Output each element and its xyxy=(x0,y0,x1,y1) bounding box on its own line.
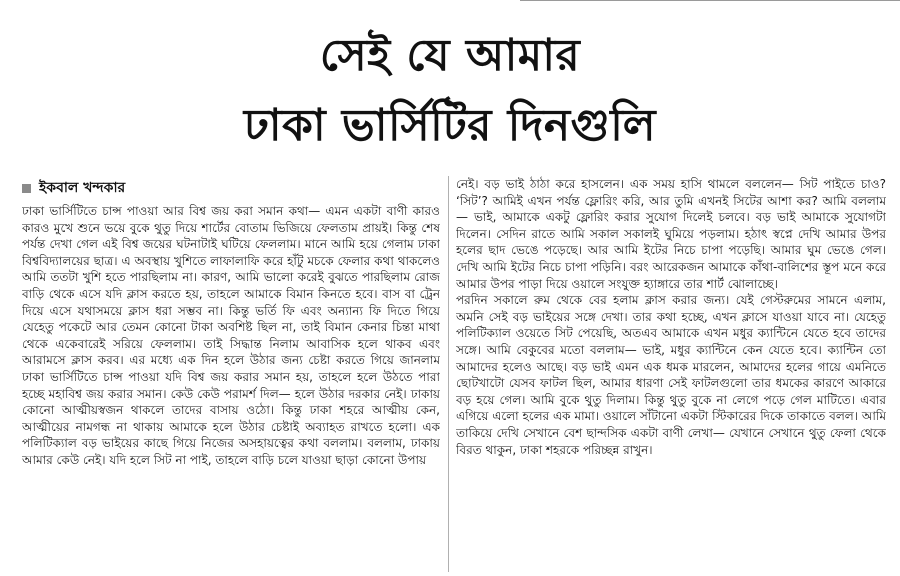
author-name: ইকবাল খন্দকার xyxy=(39,180,126,196)
headline-line-2: ঢাকা ভার্সিটির দিনগুলি xyxy=(243,100,657,151)
byline-square-icon xyxy=(22,184,31,193)
article-column-right xyxy=(456,176,886,573)
article-paragraph: নেই। বড় ভাই ঠাঠা করে হাসলেন। এক সময় হাসি থামলে বললেন— সিট পাইতে চাও? ‘সিট’? আমিই এখন পর্যন্ত ফ্লোরিং করি, আর তুমি এখনই সিটের আশা কর? আমি বললাম— ভাই, আমাকে একটু ফ্লোরিং করার সুযোগ দিলেই চলবে। বড় ভাই আমাকে সুযোগটা দিলেন। সেদিন রাতে আমি সকাল সকালই ঘুমিয়ে পড়লাম। হঠাৎ স্বপ্নে দেখি আমার উপর হলের ছাদ ভেঙে পড়েছে। আর আমি ইটের নিচে চাপা পড়েছি। আমার ঘুম ভেঙে গেল। দেখি আমি ইটের নিচে চাপা পড়িনি। বরং আরেকজন আমাকে কাঁথা-বালিশের স্তূপ মনে করে আমার উপর পাড়া দিয়ে ওয়ালে সংযুক্ত হ্যাঙ্গারে তার শার্ট ঝোলাচ্ছে। xyxy=(456,177,886,291)
byline xyxy=(22,177,125,199)
article-paragraph: ঢাকা ভার্সিটিতে চান্স পাওয়া আর বিশ্ব জয় করা সমান কথা— এমন একটা বাণী কারও কারও মুখে শুনে ভয়ে বুকে থুতু দিয়ে শার্টের বোতাম ভিজিয়ে ফেলতাম প্রায়ই। কিন্তু শেষ পর্যন্ত দেখা গেল এই বিশ্ব জয়ের ঘটনাটাই ঘটিয়ে ফেললাম। মানে আমি হয়ে গেলাম ঢাকা বিশ্ববিদ্যালয়ের ছাত্র। এ অবস্থায় খুশিতে লাফালাফি করে হাঁটু মচকে ফেলার কথা থাকলেও আমি ততটা খুশি হতে পারছিলাম না। কারণ, আমি ভালো করেই বুঝতে পারছিলাম রোজ বাড়ি থেকে এসে যদি ক্লাস করতে হয়, তাহলে আমাকে বিমান কিনতে হবে। বাস বা ট্রেন দিয়ে এসে যথাসময়ে ক্লাস ধরা সম্ভব না। কিন্তু ভর্তি ফি এবং অন্যান্য ফি দিতে গিয়ে যেহেতু পকেটে আর তেমন কোনো টাকা অবশিষ্ট ছিল না, তাই বিমান কেনার চিন্তা মাথা থেকে একেবারেই সরিয়ে ফেললাম। তাই সিদ্ধান্ত নিলাম আবাসিক হলে থাকব এবং আরামসে ক্লাস করব। এর মধ্যে এক দিন হলে উঠার জন্য চেষ্টা করতে গিয়ে জানলাম ঢাকা ভার্সিটিতে চান্স পাওয়া যদি বিশ্ব জয় করার সমান হয়, তাহলে হলে উঠতে পারা হচ্ছে মহাবিশ্ব জয় করার সমান। কেউ কেউ পরামর্শ দিল— হলে উঠার দরকার নেই। ঢাকায় কোনো আত্মীয়স্বজন থাকলে তাদের বাসায় ওঠো। কিন্তু ঢাকা শহরে আত্মীয় কেন, আত্মীয়ের নামগন্ধ না থাকায় আমাকে হলে উঠার চেষ্টাই অব্যাহত রাখতে হলো। এক পলিটিক্যাল বড় ভাইয়ের কাছে গিয়ে নিজের অসহায়ত্বের কথা বললাম। বললাম, ঢাকায় আমার কেউ নেই। যদি হলে সিট না পাই, তাহলে বাড়ি চলে যাওয়া ছাড়া কোনো উপায় xyxy=(22,204,440,467)
column-divider xyxy=(448,176,449,572)
article-paragraph: পরদিন সকালে রুম থেকে বের হলাম ক্লাস করার জন্য। যেই গেস্টরুমের সামনে এলাম, অমনি সেই বড় ভাইয়ের সঙ্গে দেখা। তার কথা হচ্ছে, এখন ক্লাসে যাওয়া যাবে না। যেহেতু পলিটিক্যাল ওয়েতে সিট পেয়েছি, অতএব আমাকে এখন মধুর ক্যান্টিনে যেতে হবে তাদের সঙ্গে। আমি বেকুবের মতো বললাম— ভাই, মধুর ক্যান্টিনে কেন যেতে হবে। ক্যান্টিন তো আমাদের হলেও আছে। বড় ভাই এমন এক ধমক মারলেন, আমাদের হলের গায়ে এমনিতে ছোটখাটো যেসব ফাটল ছিল, আমার ধারণা সেই ফাটলগুলো তার ধমকের কারণে আকারে বড় হয়ে গেল। আমি বুকে থুতু দিলাম। কিন্তু থুতু বুকে না লেগে পড়ে গেল মাটিতে। এবার এগিয়ে এলো হলের এক মামা। ওয়ালে সাঁটানো একটা স্টিকারের দিকে তাকাতে বলল। আমি তাকিয়ে দেখি সেখানে বেশ ছান্দসিক একটা বাণী লেখা— যেখানে সেখানে থুতু ফেলা থেকে বিরত থাকুন, ঢাকা শহরকে পরিচ্ছন্ন রাখুন। xyxy=(456,293,886,457)
headline-line-1: সেই যে আমার xyxy=(319,30,581,81)
article-column-left xyxy=(22,203,440,573)
header-rule xyxy=(520,0,900,6)
